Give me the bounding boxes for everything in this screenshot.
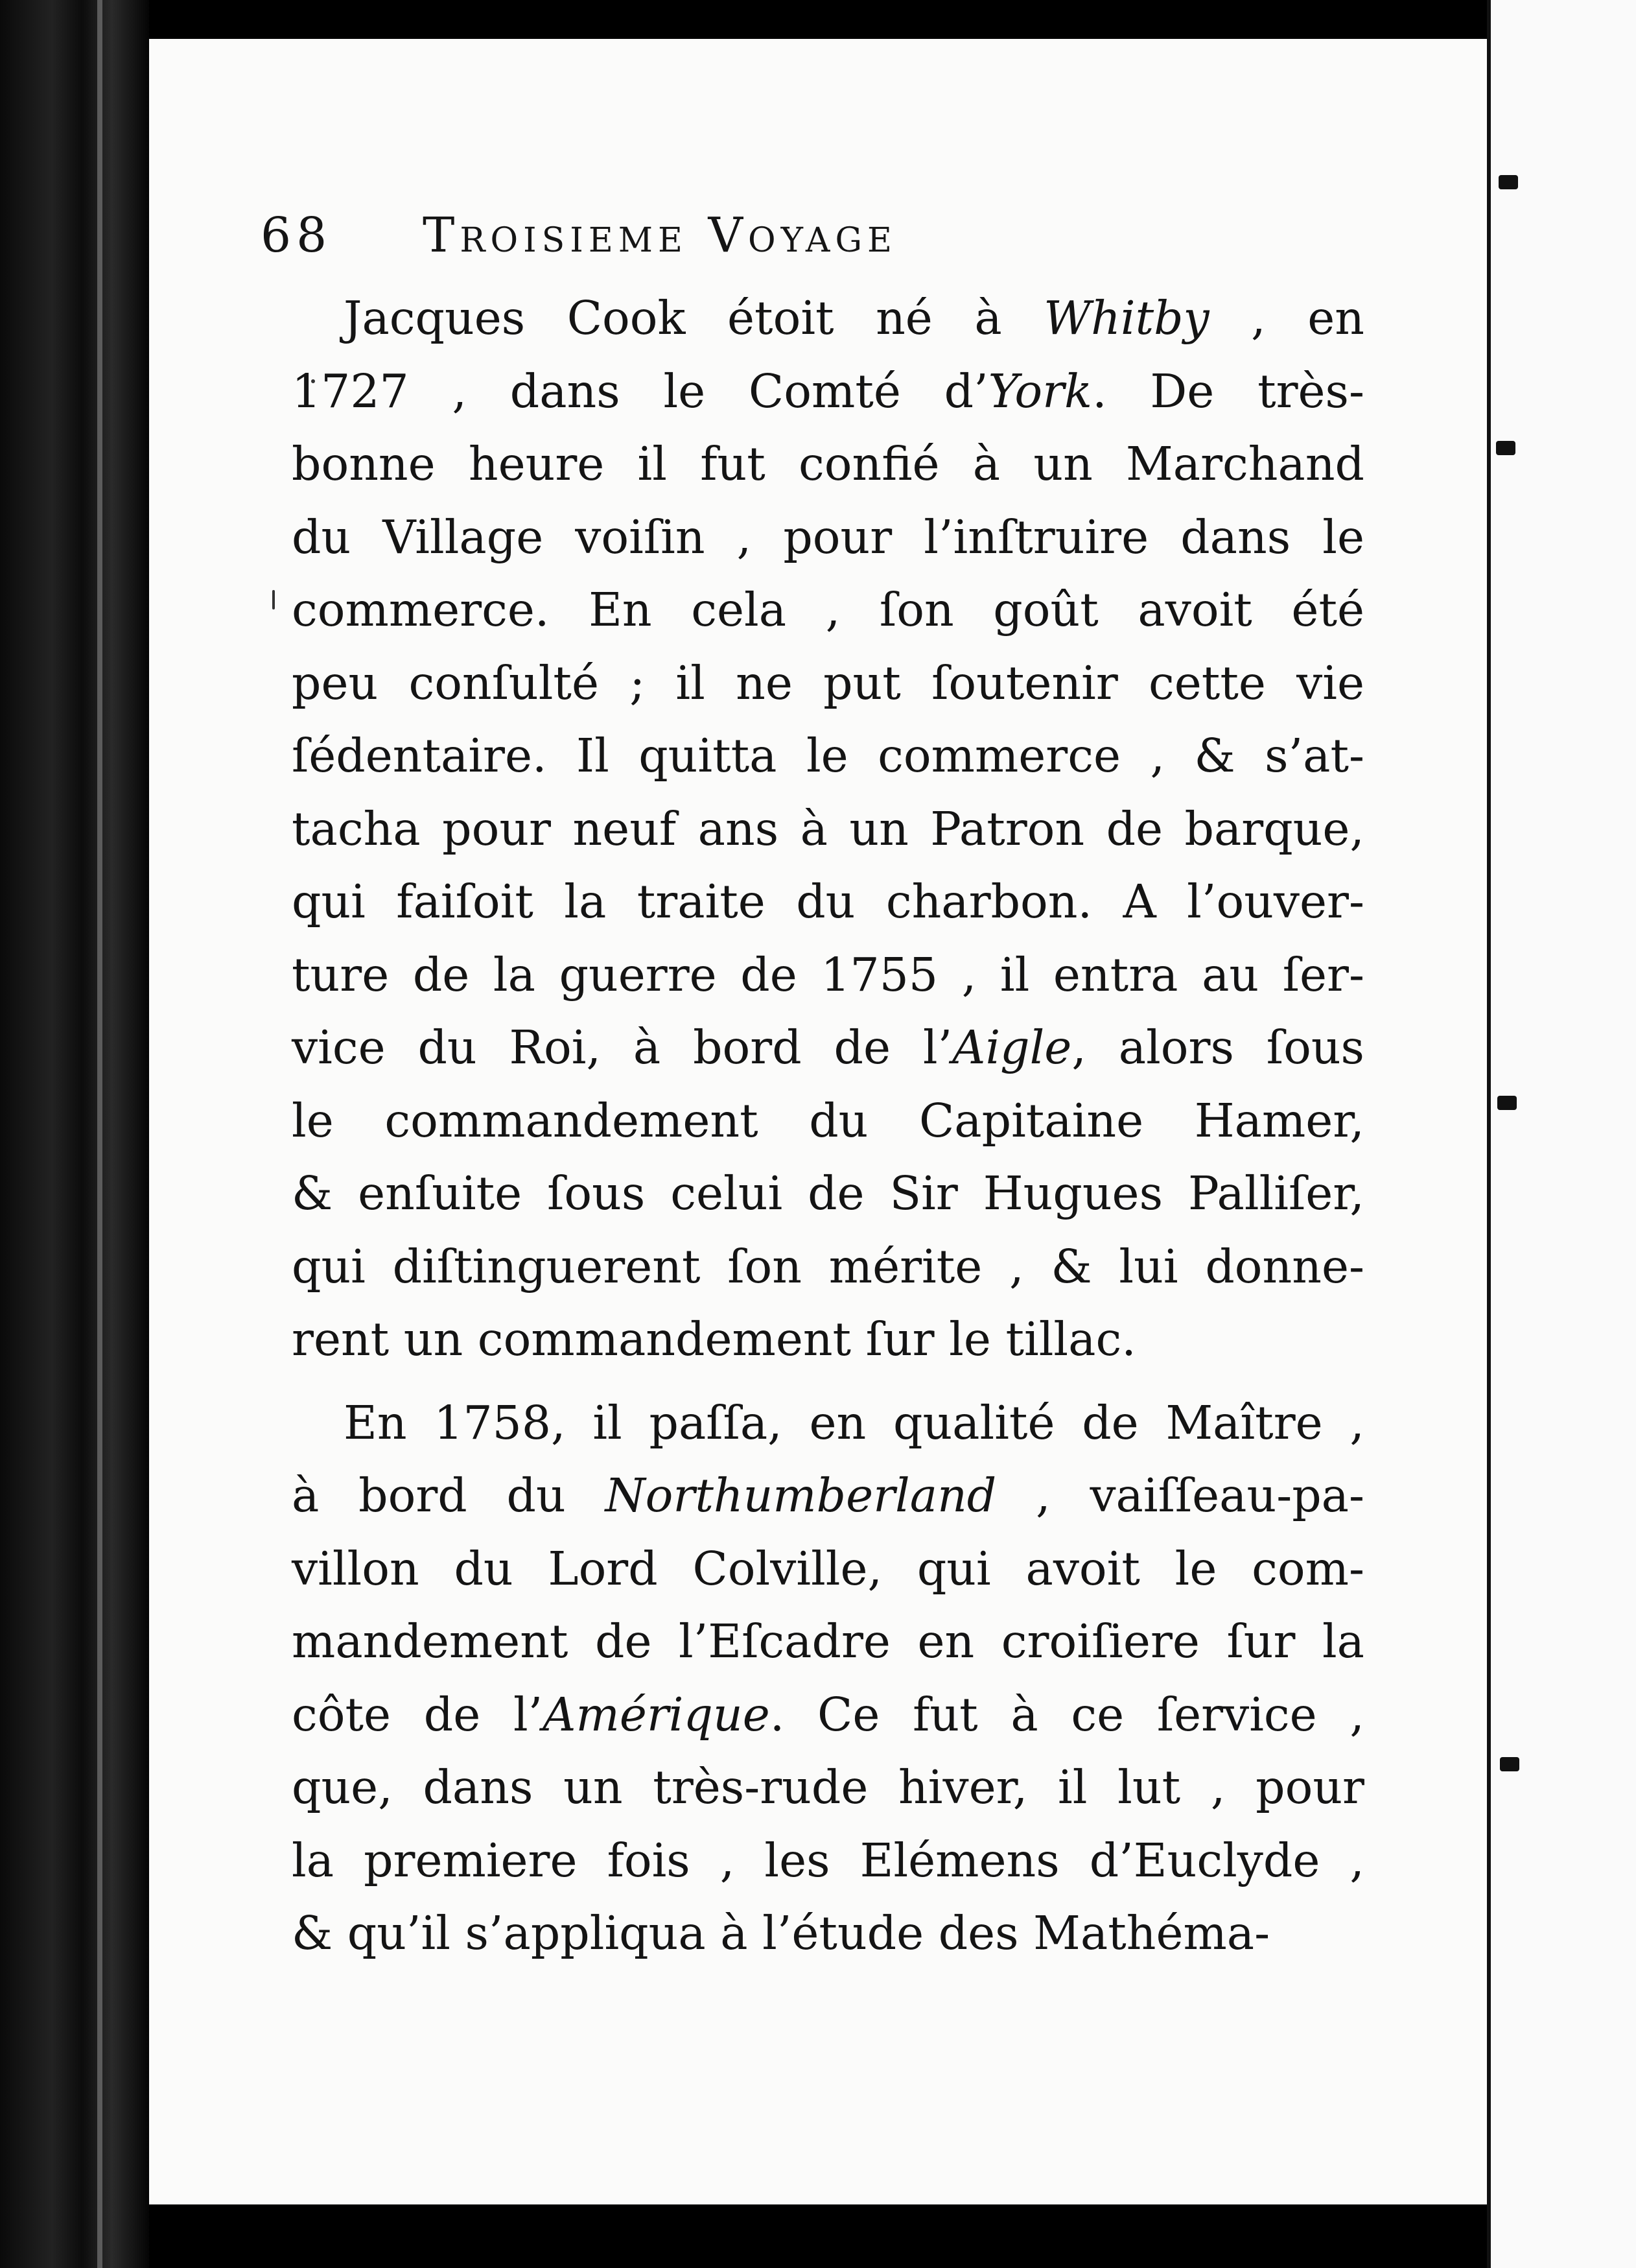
- text-line: côte de l’Amérique. Ce fut à ce ſervice ,: [292, 1687, 1364, 1742]
- text-line: le commandement du Capitaine Hamer,: [292, 1093, 1364, 1148]
- page-number: 68: [261, 207, 333, 263]
- text-line: ture de la guerre de 1755 , il entra au ſer-: [292, 947, 1364, 1002]
- text-line: 1727 , dans le Comté d’York. De très-: [292, 364, 1364, 418]
- italic-name: Amérique: [543, 1687, 770, 1742]
- text-line: ſédentaire. Il quitta le commerce , & s’at-: [292, 729, 1364, 783]
- scan-speck: [272, 590, 275, 609]
- text-line: bonne heure il fut confié à un Marchand: [292, 437, 1364, 491]
- text-line: qui faiſoit la traite du charbon. A l’ouver-: [292, 875, 1364, 928]
- italic-name: York: [988, 364, 1093, 418]
- italic-name: Aigle: [952, 1021, 1072, 1074]
- text-line: peu conſulté ; il ne put ſoutenir cette vie: [292, 656, 1364, 710]
- edge-mark: [1500, 1757, 1519, 1771]
- facing-page-edge: [1487, 0, 1636, 2268]
- running-header: [261, 207, 1194, 279]
- edge-mark: [1499, 175, 1518, 189]
- text-line: la premiere fois , les Elémens d’Euclyde ,: [292, 1833, 1364, 1887]
- text-line: villon du Lord Colville, qui avoit le com-: [292, 1541, 1364, 1596]
- text-line: mandement de l’Eſcadre en croiſiere ſur la: [292, 1614, 1364, 1668]
- text-line: & qu’il s’appliqua à l’étude des Mathéma-: [292, 1906, 1270, 1960]
- running-title: Troisieme Voyage: [423, 207, 897, 263]
- italic-name: Northumberland: [605, 1469, 997, 1522]
- edge-mark: [1496, 441, 1515, 455]
- text-line: commerce. En cela , ſon goût avoit été: [292, 583, 1364, 637]
- body-text: [292, 282, 1364, 1970]
- text-line: qui diſtinguerent ſon mérite , & lui donne-: [292, 1239, 1364, 1293]
- text-line: & enſuite ſous celui de Sir Hugues Palliſer,: [292, 1166, 1364, 1220]
- edge-mark: [1497, 1096, 1517, 1110]
- italic-name: Whitby: [1044, 291, 1209, 345]
- text-line: vice du Roi, à bord de l’Aigle, alors ſous: [292, 1021, 1364, 1074]
- text-line: à bord du Northumberland , vaiſſeau-pa-: [292, 1469, 1364, 1522]
- text-line: que, dans un très-rude hiver, il lut , pour: [292, 1760, 1364, 1814]
- book-spine-edge: [0, 0, 149, 2268]
- text-line: En 1758, il paſſa, en qualité de Maître ,: [344, 1395, 1364, 1450]
- text-line: tacha pour neuf ans à un Patron de barque,: [292, 801, 1364, 856]
- text-line: du Village voiſin , pour l’inſtruire dans le: [292, 510, 1364, 564]
- paragraph-gap: [292, 1376, 1364, 1387]
- text-line: rent un commandement ſur le tillac.: [292, 1312, 1136, 1366]
- text-line: Jacques Cook étoit né à Whitby , en: [344, 291, 1364, 345]
